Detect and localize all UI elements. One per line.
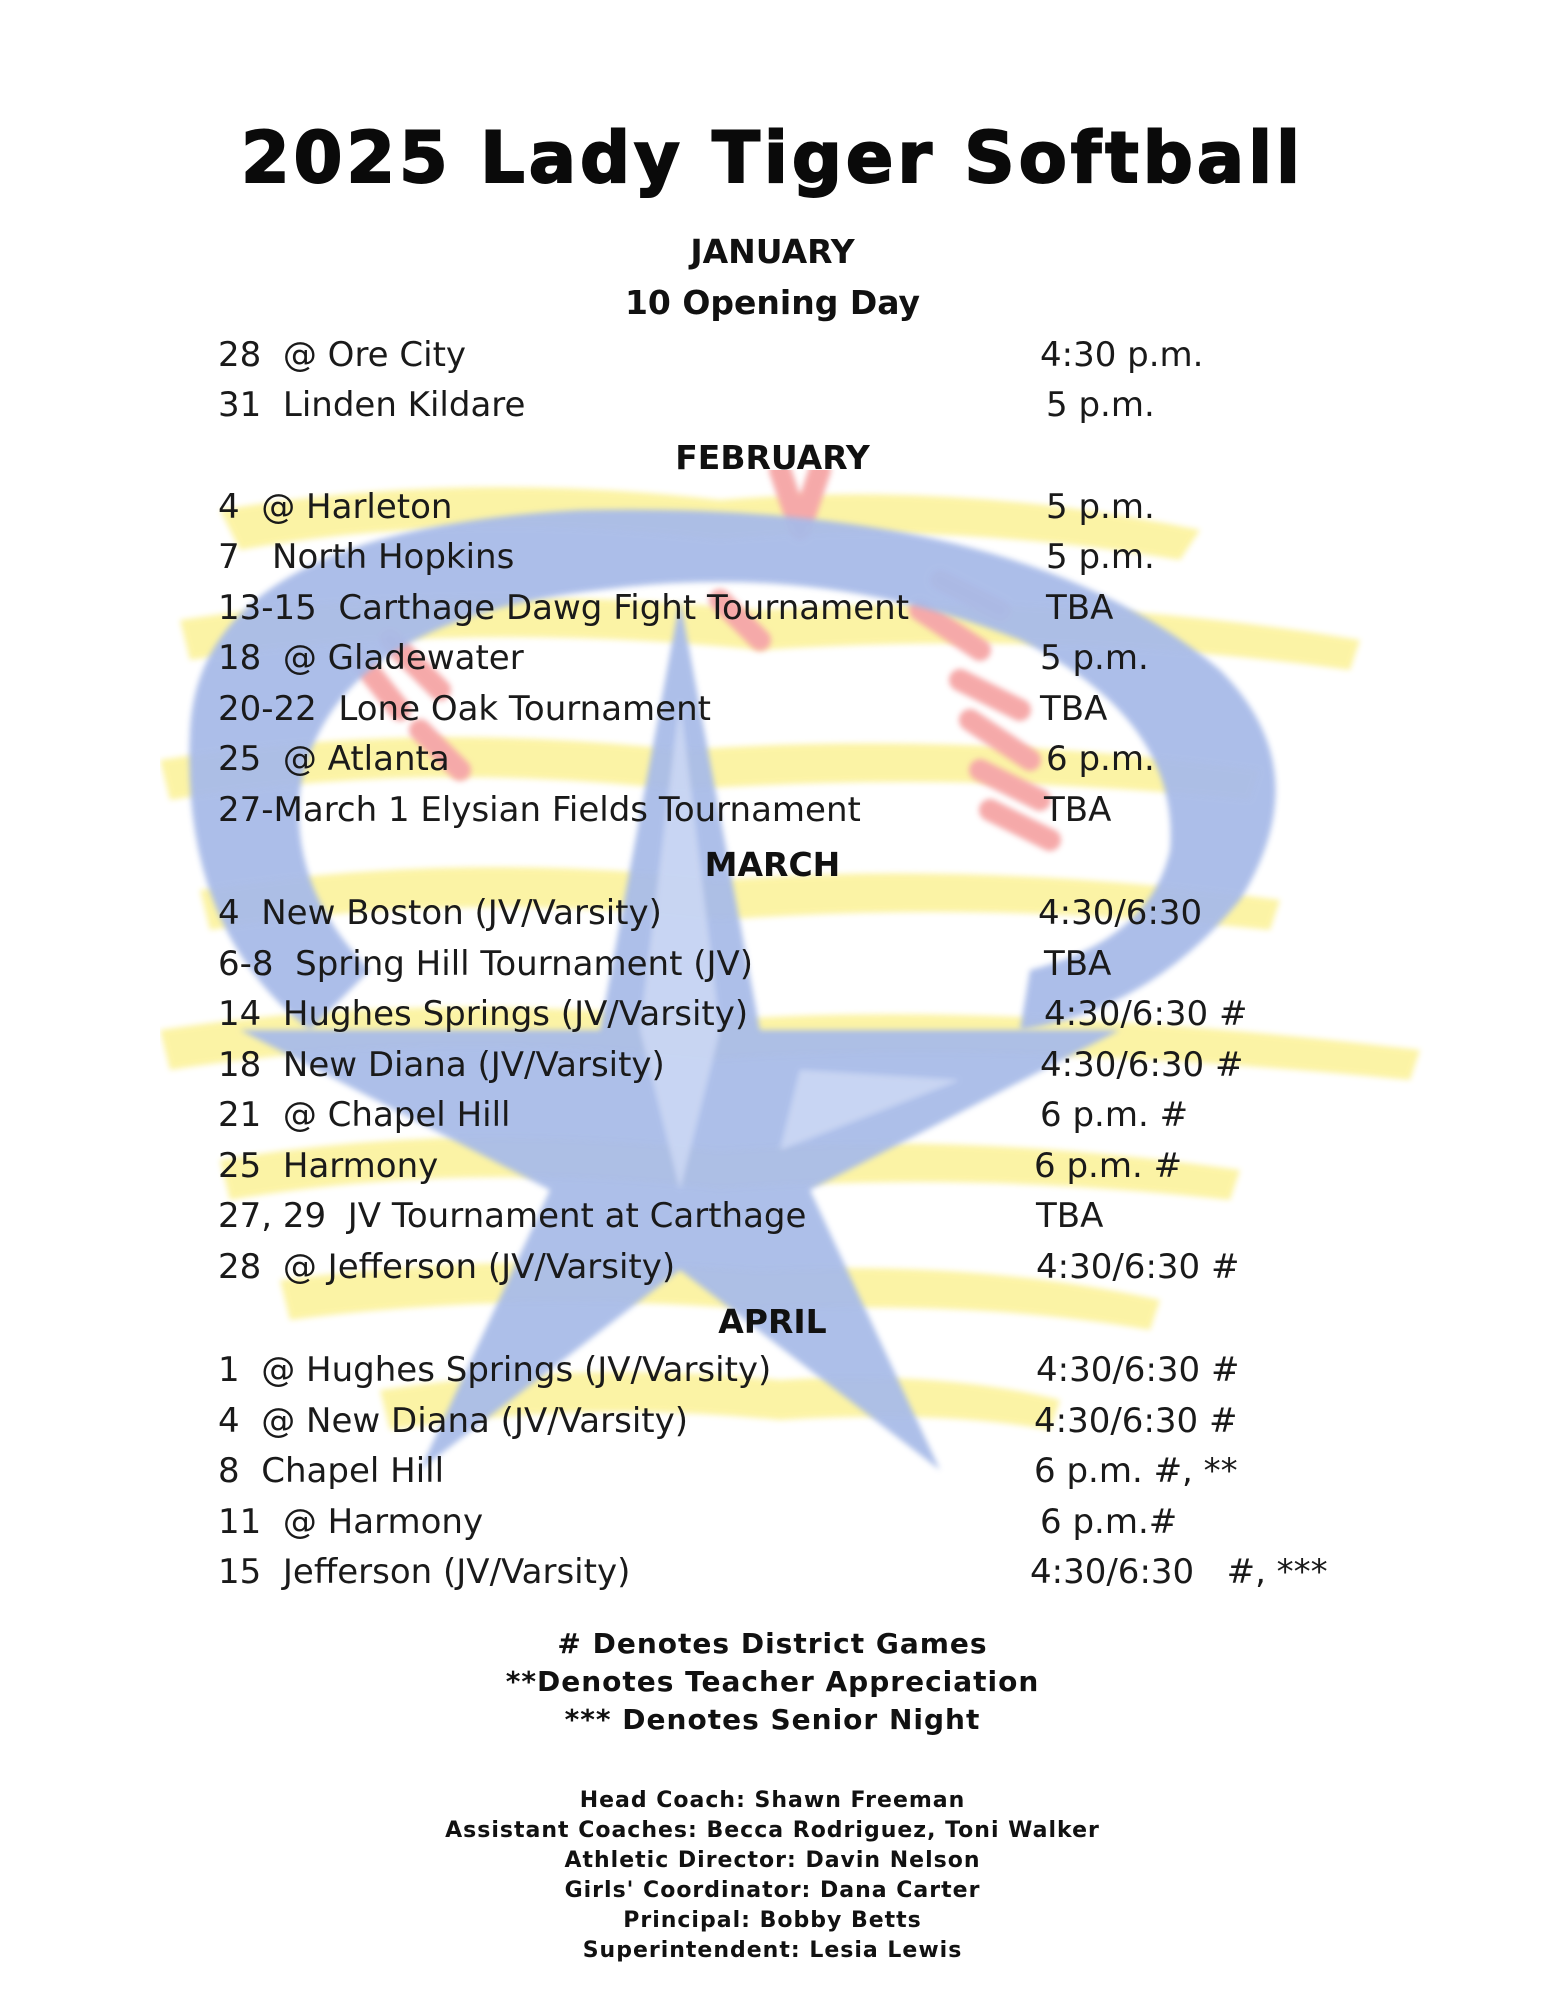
event-label: 25 Harmony: [218, 1146, 439, 1186]
event-label: 27, 29 JV Tournament at Carthage: [218, 1196, 807, 1236]
event-time: 5 p.m.: [1040, 638, 1149, 678]
list-item: [0, 734, 1545, 784]
event-label: 20-22 Lone Oak Tournament: [218, 689, 711, 729]
list-item: [0, 989, 1545, 1039]
event-time: 4:30/6:30 #: [1044, 994, 1248, 1034]
page-title: 2025 Lady Tiger Softball: [240, 117, 1305, 199]
event-time: 6 p.m. #: [1040, 1095, 1189, 1135]
event-time: TBA: [1044, 944, 1112, 984]
event-time: 5 p.m.: [1046, 385, 1155, 425]
staff-athletic-director: Athletic Director: Davin Nelson: [564, 1848, 981, 1873]
event-time: 4:30/6:30 #, ***: [1030, 1552, 1328, 1592]
staff-superintendent: Superintendent: Lesia Lewis: [582, 1938, 963, 1963]
event-time: 6 p.m. #: [1034, 1146, 1183, 1186]
list-item: [0, 1446, 1545, 1496]
event-time: 5 p.m.: [1046, 537, 1155, 577]
event-time: 4:30/6:30 #: [1040, 1045, 1244, 1085]
list-item: [0, 532, 1545, 582]
list-item: [0, 330, 1545, 380]
note-senior-night: *** Denotes Senior Night: [564, 1703, 981, 1736]
note-district-games: # Denotes District Games: [557, 1627, 988, 1660]
list-item: [0, 888, 1545, 938]
event-time: TBA: [1040, 689, 1108, 729]
list-item: [0, 1345, 1545, 1395]
list-item: [0, 380, 1545, 430]
event-label: 6-8 Spring Hill Tournament (JV): [218, 944, 754, 984]
event-time: 4:30 p.m.: [1040, 335, 1204, 375]
list-item: [0, 785, 1545, 835]
list-item: [0, 1242, 1545, 1292]
event-label: 18 New Diana (JV/Varsity): [218, 1045, 665, 1085]
list-item: [0, 1396, 1545, 1446]
opening-day: 10 Opening Day: [624, 283, 921, 322]
list-item: [0, 939, 1545, 989]
month-heading-february: FEBRUARY: [675, 438, 870, 477]
event-label: 28 @ Ore City: [218, 335, 467, 375]
event-label: 8 Chapel Hill: [218, 1451, 445, 1491]
event-time: TBA: [1036, 1196, 1104, 1236]
list-item: [0, 1547, 1545, 1597]
staff-girls-coordinator: Girls' Coordinator: Dana Carter: [564, 1878, 981, 1903]
staff-head-coach: Head Coach: Shawn Freeman: [579, 1788, 966, 1813]
event-label: 13-15 Carthage Dawg Fight Tournament: [218, 588, 910, 628]
event-time: 6 p.m. #, **: [1034, 1451, 1238, 1491]
event-time: 4:30/6:30 #: [1036, 1247, 1240, 1287]
list-item: [0, 482, 1545, 532]
event-time: 4:30/6:30: [1038, 893, 1203, 933]
note-teacher-appreciation: **Denotes Teacher Appreciation: [505, 1665, 1040, 1698]
list-item: [0, 1141, 1545, 1191]
event-label: 4 @ Harleton: [218, 487, 453, 527]
event-label: 31 Linden Kildare: [218, 385, 526, 425]
event-label: 4 @ New Diana (JV/Varsity): [218, 1401, 688, 1441]
event-time: TBA: [1044, 790, 1112, 830]
event-label: 14 Hughes Springs (JV/Varsity): [218, 994, 749, 1034]
event-time: 4:30/6:30 #: [1036, 1350, 1240, 1390]
list-item: [0, 1090, 1545, 1140]
month-heading-january: JANUARY: [690, 232, 855, 271]
staff-assistant-coaches: Assistant Coaches: Becca Rodriguez, Toni Walker: [445, 1818, 1100, 1843]
event-label: 28 @ Jefferson (JV/Varsity): [218, 1247, 676, 1287]
event-label: 21 @ Chapel Hill: [218, 1095, 511, 1135]
event-label: 15 Jefferson (JV/Varsity): [218, 1552, 631, 1592]
event-label: 4 New Boston (JV/Varsity): [218, 893, 662, 933]
event-time: TBA: [1046, 588, 1114, 628]
event-time: 5 p.m.: [1046, 487, 1155, 527]
event-label: 27-March 1 Elysian Fields Tournament: [218, 790, 861, 830]
month-heading-march: MARCH: [704, 845, 841, 884]
month-heading-april: APRIL: [718, 1302, 827, 1341]
list-item: [0, 684, 1545, 734]
event-label: 7 North Hopkins: [218, 537, 515, 577]
list-item: [0, 1040, 1545, 1090]
event-time: 6 p.m.: [1046, 739, 1155, 779]
list-item: [0, 1191, 1545, 1241]
event-time: 4:30/6:30 #: [1034, 1401, 1238, 1441]
event-label: 25 @ Atlanta: [218, 739, 450, 779]
event-label: 11 @ Harmony: [218, 1502, 484, 1542]
event-time: 6 p.m.#: [1040, 1502, 1178, 1542]
list-item: [0, 633, 1545, 683]
list-item: [0, 1497, 1545, 1547]
event-label: 18 @ Gladewater: [218, 638, 524, 678]
staff-principal: Principal: Bobby Betts: [623, 1908, 922, 1933]
list-item: [0, 583, 1545, 633]
event-label: 1 @ Hughes Springs (JV/Varsity): [218, 1350, 772, 1390]
